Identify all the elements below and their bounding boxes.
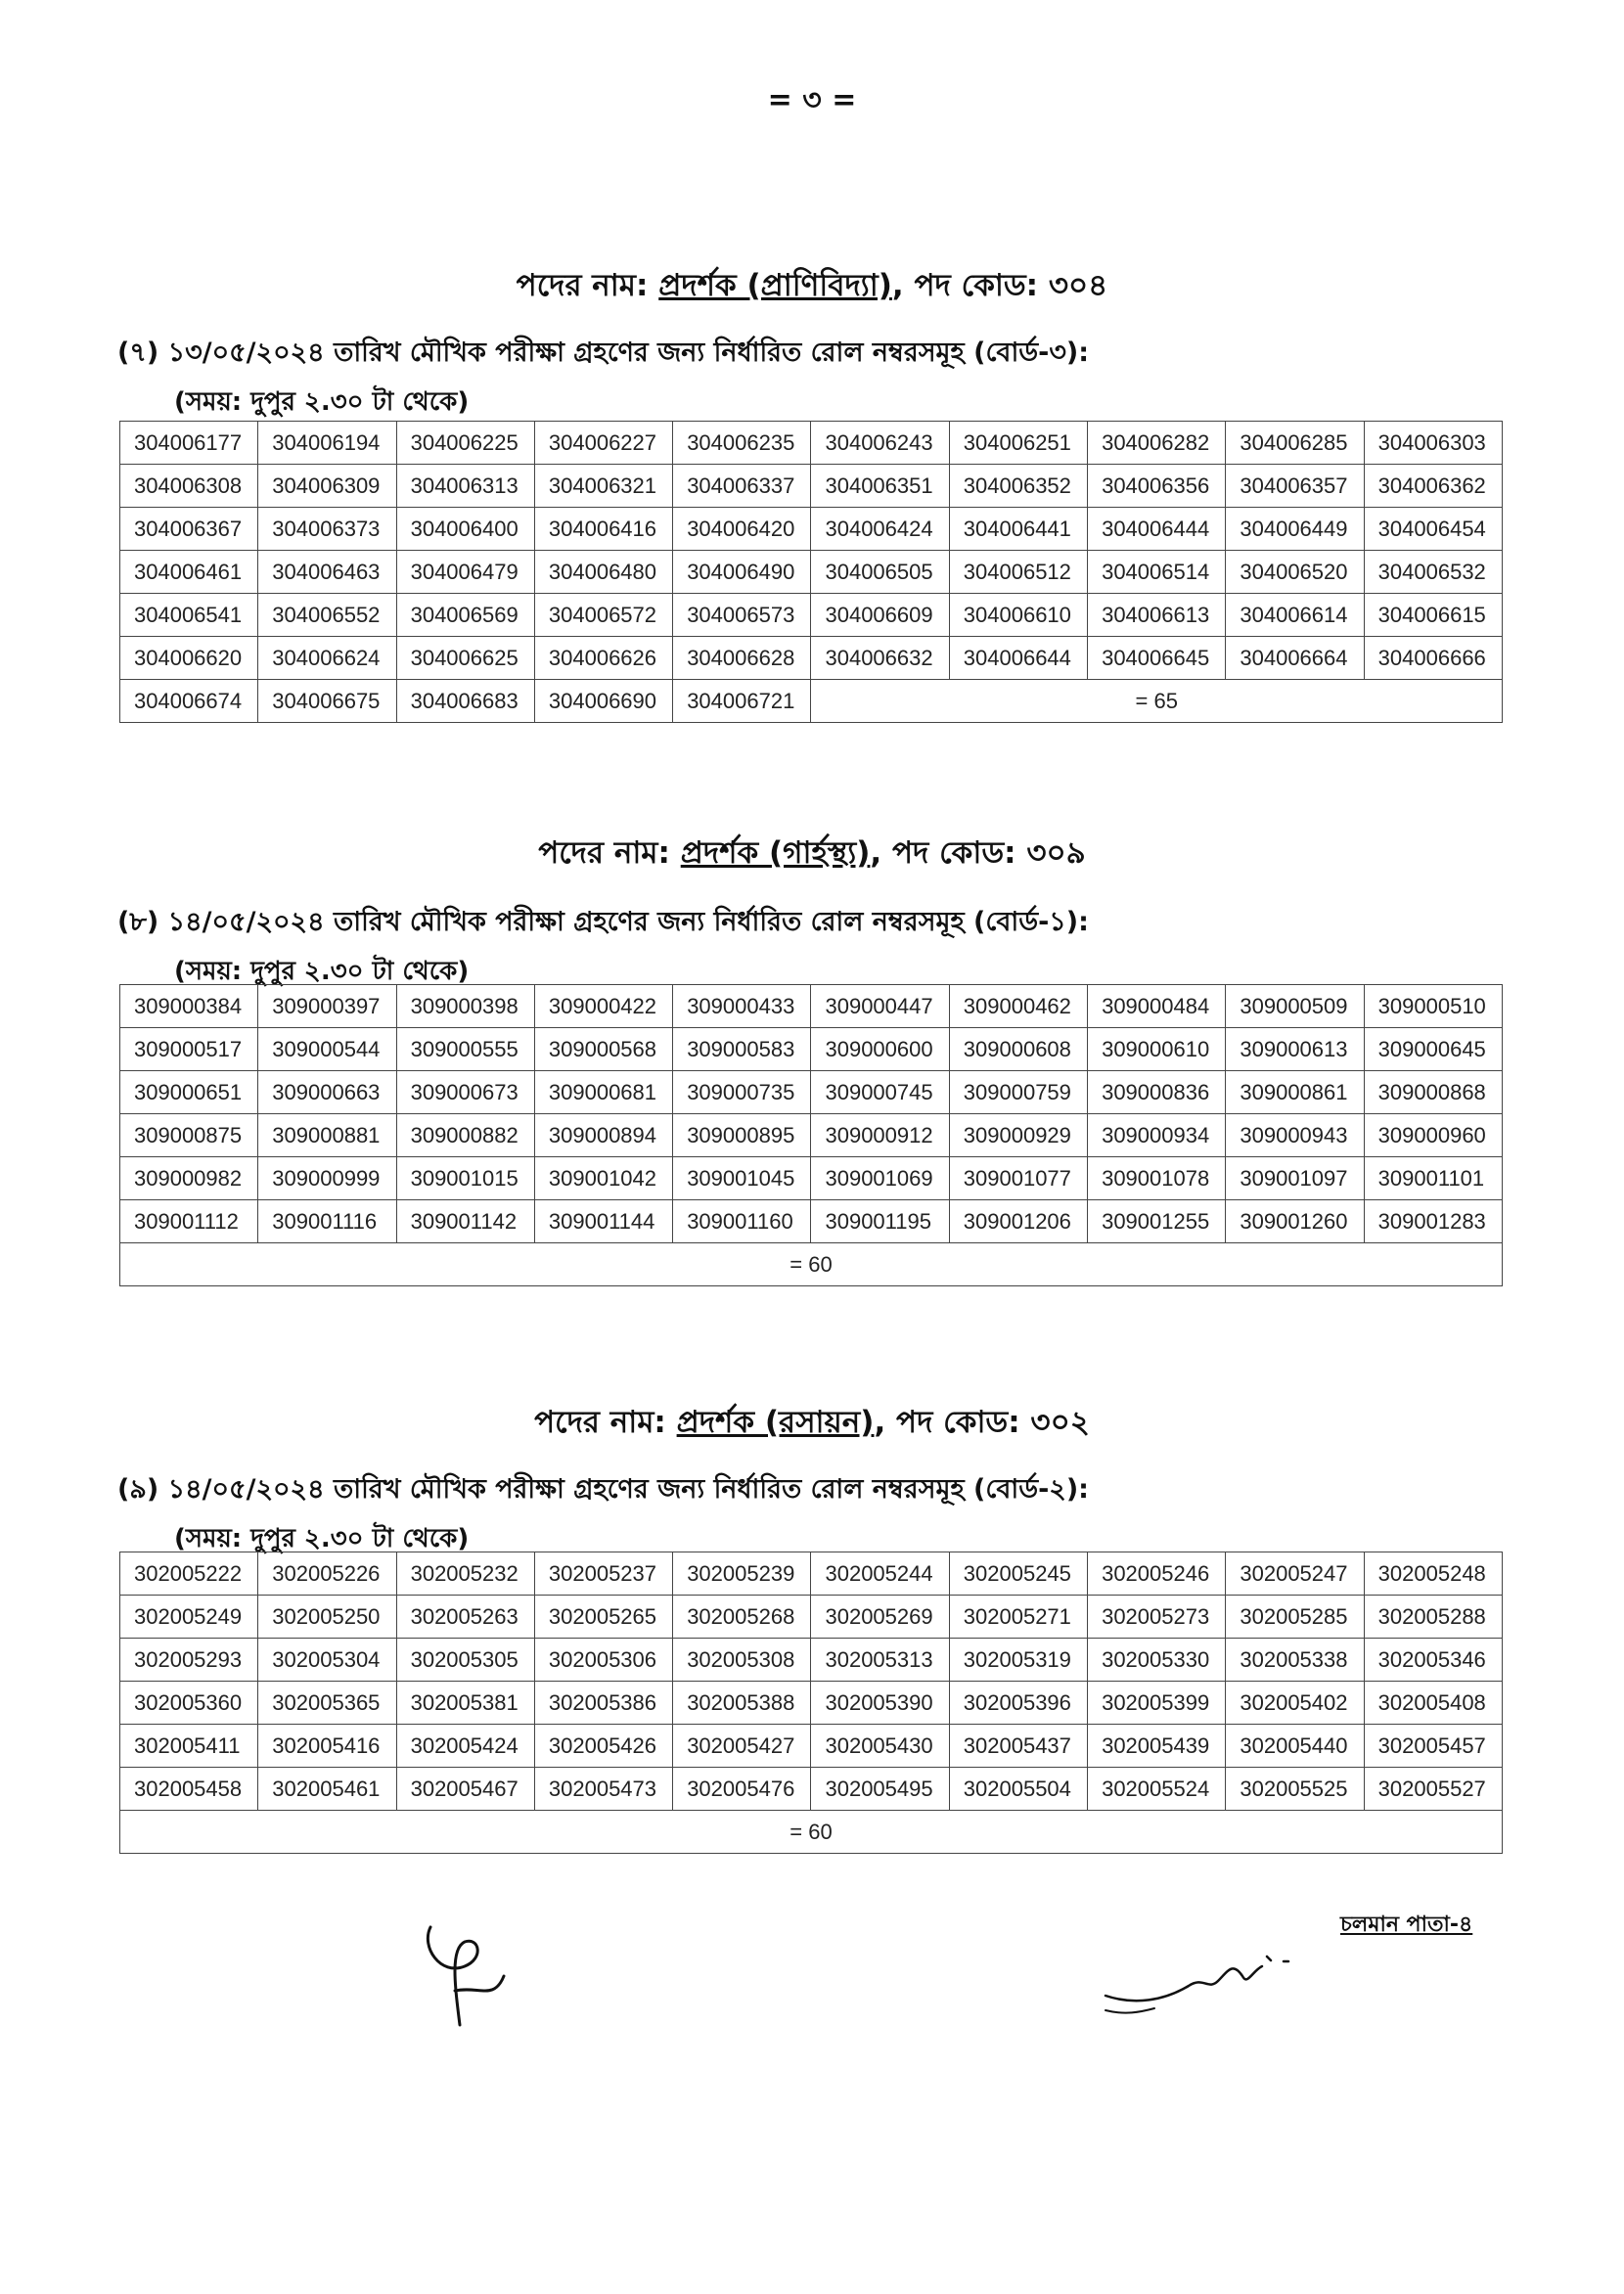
roll-number-cell: 309000882 xyxy=(396,1114,534,1157)
roll-number-cell: 309001069 xyxy=(811,1157,949,1200)
roll-number-cell: 302005308 xyxy=(673,1639,811,1682)
roll-number-cell: 304006441 xyxy=(949,508,1087,551)
section-title xyxy=(0,1399,1624,1450)
post-code: , পদ কোড: ৩০২ xyxy=(874,1405,1090,1440)
roll-number-cell: 309000397 xyxy=(258,985,396,1028)
table-row xyxy=(120,1200,1503,1243)
roll-number-cell: 309000960 xyxy=(1364,1114,1502,1157)
roll-number-cell: 302005504 xyxy=(949,1768,1087,1811)
roll-number-cell: 304006664 xyxy=(1226,637,1364,680)
roll-number-cell: 304006573 xyxy=(673,594,811,637)
roll-number-cell: 304006675 xyxy=(258,680,396,723)
roll-number-cell: 302005386 xyxy=(534,1682,672,1725)
roll-number-cell: 304006666 xyxy=(1364,637,1502,680)
roll-number-cell: 304006479 xyxy=(396,551,534,594)
roll-number-cell: 304006609 xyxy=(811,594,949,637)
roll-number-cell: 304006514 xyxy=(1088,551,1226,594)
title-prefix: পদের নাম: xyxy=(516,268,659,303)
roll-number-cell: 302005285 xyxy=(1226,1596,1364,1639)
roll-number-cell: 304006373 xyxy=(258,508,396,551)
roll-number-cell: 309000484 xyxy=(1088,985,1226,1028)
roll-number-cell: 304006227 xyxy=(534,422,672,465)
roll-number-cell: 302005381 xyxy=(396,1682,534,1725)
roll-number-cell: 302005244 xyxy=(811,1552,949,1596)
roll-number-cell: 309000929 xyxy=(949,1114,1087,1157)
roll-number-cell: 304006532 xyxy=(1364,551,1502,594)
roll-number-cell: 309001142 xyxy=(396,1200,534,1243)
roll-number-cell: 309000517 xyxy=(120,1028,258,1071)
roll-number-cell: 302005222 xyxy=(120,1552,258,1596)
roll-number-cell: 302005263 xyxy=(396,1596,534,1639)
roll-number-cell: 302005226 xyxy=(258,1552,396,1596)
roll-number-cell: 309000583 xyxy=(673,1028,811,1071)
roll-number-cell: 309000555 xyxy=(396,1028,534,1071)
total-count: = 60 xyxy=(120,1811,1503,1854)
roll-number-cell: 304006321 xyxy=(534,465,672,508)
roll-number-cell: 309000999 xyxy=(258,1157,396,1200)
roll-number-cell: 304006416 xyxy=(534,508,672,551)
roll-number-cell: 304006613 xyxy=(1088,594,1226,637)
title-prefix: পদের নাম: xyxy=(534,1405,677,1440)
table-row xyxy=(120,551,1503,594)
roll-number-cell: 304006367 xyxy=(120,508,258,551)
roll-number-cell: 304006194 xyxy=(258,422,396,465)
roll-number-cell: 309000663 xyxy=(258,1071,396,1114)
roll-number-cell: 302005237 xyxy=(534,1552,672,1596)
signature-left xyxy=(411,1908,519,2045)
roll-number-cell: 302005399 xyxy=(1088,1682,1226,1725)
roll-table-body xyxy=(120,985,1503,1286)
roll-number-cell: 302005232 xyxy=(396,1552,534,1596)
roll-number-cell: 302005439 xyxy=(1088,1725,1226,1768)
roll-number-cell: 304006309 xyxy=(258,465,396,508)
roll-number-cell: 302005338 xyxy=(1226,1639,1364,1682)
roll-number-cell: 309000610 xyxy=(1088,1028,1226,1071)
roll-number-cell: 304006541 xyxy=(120,594,258,637)
roll-number-cell: 309000943 xyxy=(1226,1114,1364,1157)
table-row-total xyxy=(120,1243,1503,1286)
roll-number-cell: 302005402 xyxy=(1226,1682,1364,1725)
roll-number-cell: 309000868 xyxy=(1364,1071,1502,1114)
roll-number-cell: 309000836 xyxy=(1088,1071,1226,1114)
roll-number-cell: 302005288 xyxy=(1364,1596,1502,1639)
roll-number-cell: 304006610 xyxy=(949,594,1087,637)
roll-number-cell: 304006177 xyxy=(120,422,258,465)
section-time: (সময়: দুপুর ২.৩০ টা থেকে) xyxy=(174,387,470,417)
roll-number-cell: 304006424 xyxy=(811,508,949,551)
post-name: প্রদর্শক (রসায়ন) xyxy=(676,1405,875,1440)
roll-number-cell: 302005246 xyxy=(1088,1552,1226,1596)
roll-number-cell: 302005265 xyxy=(534,1596,672,1639)
roll-number-cell: 309000745 xyxy=(811,1071,949,1114)
roll-number-cell: 304006337 xyxy=(673,465,811,508)
continued-page-label: চলমান পাতা-৪ xyxy=(1340,1912,1473,1937)
roll-number-cell: 302005427 xyxy=(673,1725,811,1768)
table-row xyxy=(120,637,1503,680)
roll-number-cell: 304006490 xyxy=(673,551,811,594)
roll-number-cell: 302005527 xyxy=(1364,1768,1502,1811)
roll-number-cell: 302005430 xyxy=(811,1725,949,1768)
roll-number-cell: 302005408 xyxy=(1364,1682,1502,1725)
roll-number-cell: 302005360 xyxy=(120,1682,258,1725)
roll-number-cell: 304006644 xyxy=(949,637,1087,680)
roll-table xyxy=(119,1552,1503,1854)
roll-number-cell: 309000510 xyxy=(1364,985,1502,1028)
roll-number-cell: 304006512 xyxy=(949,551,1087,594)
roll-number-cell: 302005424 xyxy=(396,1725,534,1768)
roll-number-cell: 304006625 xyxy=(396,637,534,680)
roll-number-cell: 304006628 xyxy=(673,637,811,680)
roll-number-cell: 304006721 xyxy=(673,680,811,723)
roll-number-cell: 304006572 xyxy=(534,594,672,637)
roll-number-cell: 309000895 xyxy=(673,1114,811,1157)
roll-number-cell: 309000433 xyxy=(673,985,811,1028)
section-heading: (৯) ১৪/০৫/২০২৪ তারিখ মৌখিক পরীক্ষা গ্রহণের জন্য নির্ধারিত রোল নম্বরসমূহ (বোর্ড-২): xyxy=(117,1474,1089,1505)
roll-number-cell: 302005396 xyxy=(949,1682,1087,1725)
table-row xyxy=(120,1682,1503,1725)
roll-number-cell: 309000982 xyxy=(120,1157,258,1200)
roll-number-cell: 304006552 xyxy=(258,594,396,637)
page-number: = ৩ = xyxy=(767,83,857,117)
roll-number-cell: 309001045 xyxy=(673,1157,811,1200)
roll-number-cell: 302005457 xyxy=(1364,1725,1502,1768)
roll-number-cell: 302005313 xyxy=(811,1639,949,1682)
roll-number-cell: 302005390 xyxy=(811,1682,949,1725)
roll-number-cell: 302005293 xyxy=(120,1639,258,1682)
section-title xyxy=(0,830,1624,880)
roll-number-cell: 302005305 xyxy=(396,1639,534,1682)
roll-number-cell: 309000613 xyxy=(1226,1028,1364,1071)
roll-number-cell: 304006308 xyxy=(120,465,258,508)
roll-number-cell: 309000894 xyxy=(534,1114,672,1157)
roll-number-cell: 302005271 xyxy=(949,1596,1087,1639)
roll-number-cell: 302005319 xyxy=(949,1639,1087,1682)
roll-number-cell: 309000681 xyxy=(534,1071,672,1114)
roll-number-cell: 304006463 xyxy=(258,551,396,594)
roll-number-cell: 309000645 xyxy=(1364,1028,1502,1071)
post-code: , পদ কোড: ৩০৯ xyxy=(870,835,1086,871)
roll-number-cell: 304006400 xyxy=(396,508,534,551)
roll-number-cell: 309001101 xyxy=(1364,1157,1502,1200)
title-prefix: পদের নাম: xyxy=(538,835,681,871)
roll-number-cell: 304006461 xyxy=(120,551,258,594)
roll-table-body xyxy=(120,1552,1503,1854)
roll-number-cell: 304006569 xyxy=(396,594,534,637)
roll-number-cell: 309001015 xyxy=(396,1157,534,1200)
roll-table xyxy=(119,421,1503,723)
roll-table xyxy=(119,984,1503,1286)
roll-number-cell: 309000384 xyxy=(120,985,258,1028)
roll-number-cell: 309000600 xyxy=(811,1028,949,1071)
roll-number-cell: 309000875 xyxy=(120,1114,258,1157)
roll-number-cell: 302005458 xyxy=(120,1768,258,1811)
roll-number-cell: 304006243 xyxy=(811,422,949,465)
roll-number-cell: 304006357 xyxy=(1226,465,1364,508)
roll-number-cell: 304006235 xyxy=(673,422,811,465)
section-heading: (৭) ১৩/০৫/২০২৪ তারিখ মৌখিক পরীক্ষা গ্রহণের জন্য নির্ধারিত রোল নম্বরসমূহ (বোর্ড-৩): xyxy=(117,337,1090,368)
roll-number-cell: 304006480 xyxy=(534,551,672,594)
roll-number-cell: 302005525 xyxy=(1226,1768,1364,1811)
roll-number-cell: 302005437 xyxy=(949,1725,1087,1768)
roll-number-cell: 309000509 xyxy=(1226,985,1364,1028)
roll-number-cell: 309000934 xyxy=(1088,1114,1226,1157)
roll-number-cell: 304006282 xyxy=(1088,422,1226,465)
table-row xyxy=(120,1725,1503,1768)
roll-number-cell: 302005248 xyxy=(1364,1552,1502,1596)
post-name: প্রদর্শক (গার্হস্থ্য) xyxy=(680,835,871,871)
roll-number-cell: 309001078 xyxy=(1088,1157,1226,1200)
table-row xyxy=(120,1028,1503,1071)
roll-number-cell: 304006420 xyxy=(673,508,811,551)
roll-number-cell: 302005247 xyxy=(1226,1552,1364,1596)
roll-number-cell: 309001160 xyxy=(673,1200,811,1243)
roll-number-cell: 304006303 xyxy=(1364,422,1502,465)
table-row-total xyxy=(120,1811,1503,1854)
roll-table-body xyxy=(120,422,1503,723)
roll-number-cell: 309000651 xyxy=(120,1071,258,1114)
roll-number-cell: 309000673 xyxy=(396,1071,534,1114)
roll-number-cell: 304006614 xyxy=(1226,594,1364,637)
table-row xyxy=(120,985,1503,1028)
roll-number-cell: 304006505 xyxy=(811,551,949,594)
roll-number-cell: 309000568 xyxy=(534,1028,672,1071)
roll-number-cell: 302005268 xyxy=(673,1596,811,1639)
roll-number-cell: 309001097 xyxy=(1226,1157,1364,1200)
section-heading: (৮) ১৪/০৫/২০২৪ তারিখ মৌখিক পরীক্ষা গ্রহণের জন্য নির্ধারিত রোল নম্বরসমূহ (বোর্ড-১): xyxy=(117,907,1089,937)
roll-number-cell: 302005495 xyxy=(811,1768,949,1811)
roll-number-cell: 304006626 xyxy=(534,637,672,680)
roll-number-cell: 309001116 xyxy=(258,1200,396,1243)
roll-number-cell: 309001260 xyxy=(1226,1200,1364,1243)
roll-number-cell: 302005249 xyxy=(120,1596,258,1639)
roll-number-cell: 302005239 xyxy=(673,1552,811,1596)
roll-number-cell: 304006449 xyxy=(1226,508,1364,551)
roll-number-cell: 302005269 xyxy=(811,1596,949,1639)
roll-number-cell: 309000544 xyxy=(258,1028,396,1071)
table-row xyxy=(120,1071,1503,1114)
table-row xyxy=(120,1114,1503,1157)
table-row xyxy=(120,465,1503,508)
roll-number-cell: 304006683 xyxy=(396,680,534,723)
roll-number-cell: 309001195 xyxy=(811,1200,949,1243)
roll-number-cell: 302005245 xyxy=(949,1552,1087,1596)
roll-number-cell: 309000881 xyxy=(258,1114,396,1157)
roll-number-cell: 304006351 xyxy=(811,465,949,508)
roll-number-cell: 304006285 xyxy=(1226,422,1364,465)
table-row xyxy=(120,1596,1503,1639)
roll-number-cell: 304006356 xyxy=(1088,465,1226,508)
roll-number-cell: 302005304 xyxy=(258,1639,396,1682)
roll-number-cell: 309000462 xyxy=(949,985,1087,1028)
roll-number-cell: 302005440 xyxy=(1226,1725,1364,1768)
roll-number-cell: 309001077 xyxy=(949,1157,1087,1200)
roll-number-cell: 304006645 xyxy=(1088,637,1226,680)
roll-number-cell: 302005476 xyxy=(673,1768,811,1811)
roll-number-cell: 304006251 xyxy=(949,422,1087,465)
roll-number-cell: 304006624 xyxy=(258,637,396,680)
table-row xyxy=(120,422,1503,465)
total-count: = 65 xyxy=(811,680,1503,723)
roll-number-cell: 302005388 xyxy=(673,1682,811,1725)
roll-number-cell: 309000608 xyxy=(949,1028,1087,1071)
table-row-total xyxy=(120,680,1503,723)
table-row xyxy=(120,1639,1503,1682)
table-row xyxy=(120,508,1503,551)
table-row xyxy=(120,1157,1503,1200)
roll-number-cell: 309001042 xyxy=(534,1157,672,1200)
roll-number-cell: 309001144 xyxy=(534,1200,672,1243)
table-row xyxy=(120,594,1503,637)
roll-number-cell: 304006615 xyxy=(1364,594,1502,637)
post-name: প্রদর্শক (প্রাণিবিদ্যা) xyxy=(658,268,892,303)
roll-number-cell: 302005473 xyxy=(534,1768,672,1811)
roll-number-cell: 309000759 xyxy=(949,1071,1087,1114)
roll-number-cell: 304006454 xyxy=(1364,508,1502,551)
table-row xyxy=(120,1768,1503,1811)
roll-number-cell: 302005416 xyxy=(258,1725,396,1768)
section-time: (সময়: দুপুর ২.৩০ টা থেকে) xyxy=(174,957,470,986)
roll-number-cell: 302005306 xyxy=(534,1639,672,1682)
roll-number-cell: 302005330 xyxy=(1088,1639,1226,1682)
roll-number-cell: 304006674 xyxy=(120,680,258,723)
roll-number-cell: 309001206 xyxy=(949,1200,1087,1243)
roll-number-cell: 309000398 xyxy=(396,985,534,1028)
roll-number-cell: 309001112 xyxy=(120,1200,258,1243)
roll-number-cell: 302005346 xyxy=(1364,1639,1502,1682)
total-count: = 60 xyxy=(120,1243,1503,1286)
roll-number-cell: 304006444 xyxy=(1088,508,1226,551)
section-time: (সময়: দুপুর ২.৩০ টা থেকে) xyxy=(174,1524,470,1553)
roll-number-cell: 309001255 xyxy=(1088,1200,1226,1243)
roll-number-cell: 302005426 xyxy=(534,1725,672,1768)
roll-number-cell: 309001283 xyxy=(1364,1200,1502,1243)
roll-number-cell: 304006690 xyxy=(534,680,672,723)
roll-number-cell: 304006362 xyxy=(1364,465,1502,508)
section-title xyxy=(0,262,1624,313)
roll-number-cell: 309000735 xyxy=(673,1071,811,1114)
roll-number-cell: 309000861 xyxy=(1226,1071,1364,1114)
roll-number-cell: 309000422 xyxy=(534,985,672,1028)
roll-number-cell: 302005411 xyxy=(120,1725,258,1768)
roll-number-cell: 309000912 xyxy=(811,1114,949,1157)
roll-number-cell: 304006225 xyxy=(396,422,534,465)
roll-number-cell: 302005273 xyxy=(1088,1596,1226,1639)
post-code: , পদ কোড: ৩০৪ xyxy=(891,268,1108,303)
roll-number-cell: 309000447 xyxy=(811,985,949,1028)
roll-number-cell: 304006352 xyxy=(949,465,1087,508)
roll-number-cell: 302005250 xyxy=(258,1596,396,1639)
signature-right xyxy=(1096,1932,1311,2030)
roll-number-cell: 302005461 xyxy=(258,1768,396,1811)
roll-number-cell: 302005365 xyxy=(258,1682,396,1725)
table-row xyxy=(120,1552,1503,1596)
roll-number-cell: 302005524 xyxy=(1088,1768,1226,1811)
roll-number-cell: 302005467 xyxy=(396,1768,534,1811)
roll-number-cell: 304006520 xyxy=(1226,551,1364,594)
roll-number-cell: 304006313 xyxy=(396,465,534,508)
roll-number-cell: 304006632 xyxy=(811,637,949,680)
roll-number-cell: 304006620 xyxy=(120,637,258,680)
